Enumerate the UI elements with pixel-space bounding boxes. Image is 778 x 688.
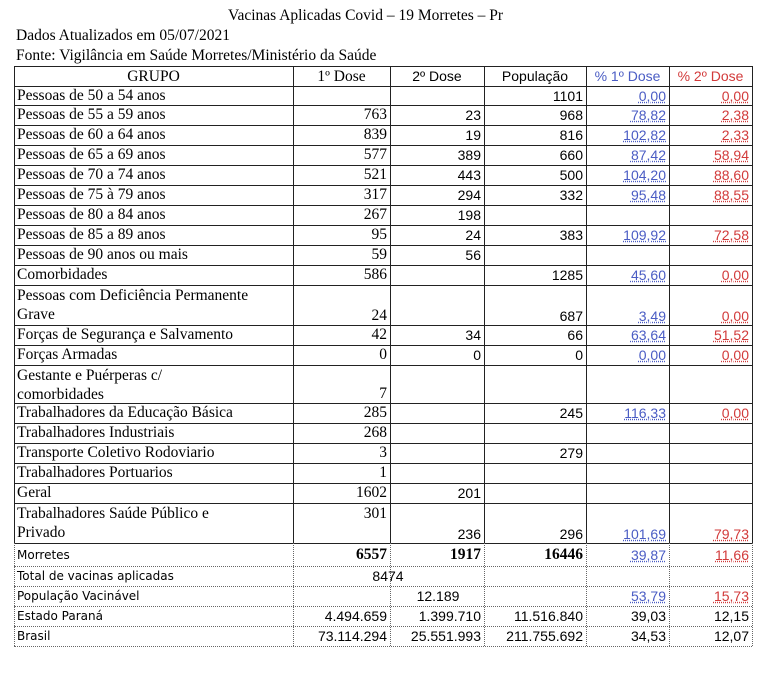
grid-hline [14, 503, 752, 504]
brasil-populacao: 211.755.692 [506, 628, 583, 644]
row-15-grupo: Trabalhadores Industriais [17, 424, 175, 441]
row-14-pct1: 116,33 [624, 405, 666, 421]
row-13-dose1: 7 [379, 385, 387, 402]
update-date: Dados Atualizados em 05/07/2021 [16, 27, 230, 44]
row-14-grupo: Trabalhadores da Educação Básica [17, 404, 233, 421]
morretes-pct1: 39,87 [630, 547, 666, 563]
row-13-grupo-line2: comorbidades [17, 386, 104, 403]
row-2-dose2: 19 [465, 127, 481, 143]
row-2-populacao: 816 [559, 127, 583, 143]
row-19-pct1: 101,69 [623, 526, 666, 542]
row-11-grupo: Forças de Segurança e Salvamento [17, 326, 234, 343]
row-11-dose1: 42 [371, 326, 387, 343]
row-4-pct1: 104,20 [623, 167, 666, 183]
row-5-populacao: 332 [559, 187, 583, 203]
row-7-dose1: 95 [371, 226, 387, 243]
row-6-dose1: 267 [363, 206, 387, 223]
row-5-dose2: 294 [457, 187, 481, 203]
row-15-dose1: 268 [363, 424, 387, 441]
row-12-dose1: 0 [379, 346, 387, 363]
row-9-pct2: 0,00 [721, 267, 749, 283]
row-1-pct2: 2,38 [721, 107, 749, 123]
grid-hline [14, 566, 752, 567]
row-6-dose2: 198 [457, 207, 481, 223]
row-14-populacao: 245 [559, 405, 583, 421]
morretes-dose2: 1917 [450, 546, 481, 563]
sheet-title: Vacinas Aplicadas Covid – 19 Morretes – Pr [228, 7, 504, 24]
row-4-pct2: 88,60 [713, 167, 749, 183]
brasil-label: Brasil [17, 629, 51, 643]
row-10-dose1: 24 [371, 307, 387, 324]
row-19-pct2: 79,73 [713, 526, 749, 542]
row-0-populacao: 1101 [552, 88, 583, 104]
row-0-grupo: Pessoas de 50 a 54 anos [17, 87, 166, 104]
row-3-dose1: 577 [363, 146, 387, 163]
row-7-dose2: 24 [465, 227, 481, 243]
grid-vline [14, 66, 15, 543]
row-0-pct1: 0,00 [638, 88, 666, 104]
row-4-populacao: 500 [559, 167, 583, 183]
row-3-dose2: 389 [457, 147, 481, 163]
row-11-pct2: 51,52 [713, 327, 749, 343]
row-3-grupo: Pessoas de 65 a 69 anos [17, 146, 166, 163]
row-3-pct1: 87,42 [630, 147, 666, 163]
row-8-grupo: Pessoas de 90 anos ou mais [17, 246, 188, 263]
row-11-populacao: 66 [567, 327, 583, 343]
row-6-grupo: Pessoas de 80 a 84 anos [17, 206, 166, 223]
parana-pct2: 12,15 [713, 608, 749, 624]
row-19-dose1: 301 [363, 505, 387, 522]
row-19-dose2: 236 [457, 526, 481, 542]
row-11-pct1: 63,64 [630, 327, 666, 343]
vacinavel-value: 12.189 [416, 588, 460, 604]
row-2-grupo: Pessoas de 60 a 64 anos [17, 126, 166, 143]
row-17-dose1: 1 [379, 464, 387, 481]
row-8-dose2: 56 [465, 247, 481, 263]
vacinavel-pct1: 53,79 [630, 588, 666, 604]
header-pct1: % 1º Dose [594, 68, 661, 84]
header-pct2: % 2º Dose [677, 68, 744, 84]
parana-populacao: 11.516.840 [513, 608, 583, 624]
row-7-populacao: 383 [559, 227, 583, 243]
row-1-dose2: 23 [465, 107, 481, 123]
row-10-pct2: 0,00 [721, 308, 749, 324]
header-dose1: 1º Dose [317, 68, 366, 85]
data-source: Fonte: Vigilância em Saúde Morretes/Ministério da Saúde [16, 47, 377, 64]
morretes-label: Morretes [17, 548, 70, 562]
morretes-dose1: 6557 [356, 546, 387, 563]
row-4-grupo: Pessoas de 70 a 74 anos [17, 166, 166, 183]
row-12-pct2: 0,00 [721, 347, 749, 363]
row-5-pct1: 95,48 [630, 187, 666, 203]
morretes-populacao: 16446 [544, 546, 583, 563]
header-dose2: 2º Dose [412, 68, 462, 84]
row-4-dose1: 521 [363, 166, 387, 183]
row-12-pct1: 0,00 [638, 347, 666, 363]
total-value: 8474 [372, 568, 404, 584]
row-12-dose2: 0 [473, 347, 481, 363]
grid-hline [14, 646, 752, 647]
row-17-grupo: Trabalhadores Portuarios [17, 464, 173, 481]
row-19-populacao: 296 [559, 526, 583, 542]
grid-hline [14, 543, 752, 544]
row-14-pct2: 0,00 [721, 405, 749, 421]
row-7-pct1: 109,92 [623, 227, 666, 243]
grid-hline [14, 365, 752, 366]
row-9-dose1: 586 [363, 266, 387, 283]
row-2-pct1: 102,82 [623, 127, 666, 143]
row-1-grupo: Pessoas de 55 a 59 anos [17, 106, 166, 123]
parana-dose2: 1.399.710 [418, 608, 481, 624]
row-7-grupo: Pessoas de 85 a 89 anos [17, 226, 166, 243]
grid-hline [14, 606, 752, 607]
row-1-populacao: 968 [559, 107, 583, 123]
grid-hline [14, 285, 752, 286]
total-label: Total de vacinas aplicadas [17, 569, 174, 583]
row-18-dose1: 1602 [356, 484, 387, 501]
row-12-populacao: 0 [575, 347, 583, 363]
parana-pct1: 39,03 [630, 608, 666, 624]
row-1-pct1: 78,82 [630, 107, 666, 123]
row-3-populacao: 660 [559, 147, 583, 163]
row-9-populacao: 1285 [551, 267, 583, 283]
grid-hline [14, 66, 752, 67]
parana-dose1: 4.494.659 [324, 608, 387, 624]
row-12-grupo: Forças Armadas [17, 346, 118, 363]
row-18-dose2: 201 [457, 485, 481, 501]
vacinavel-pct2: 15,73 [713, 588, 749, 604]
row-16-dose1: 3 [379, 444, 387, 461]
row-16-grupo: Transporte Coletivo Rodoviario [17, 444, 215, 461]
row-18-grupo: Geral [17, 484, 52, 501]
row-0-pct2: 0,00 [721, 88, 749, 104]
header-populacao: População [501, 68, 569, 84]
row-7-pct2: 72,58 [713, 227, 749, 243]
grid-hline [14, 586, 752, 587]
row-9-pct1: 45,60 [630, 267, 666, 283]
vacinavel-label: População Vacinável [17, 589, 140, 603]
grid-vline [14, 543, 15, 646]
row-5-pct2: 88,55 [713, 187, 749, 203]
header-grupo: GRUPO [127, 68, 180, 85]
brasil-dose2: 25.551.993 [410, 628, 481, 644]
row-8-dose1: 59 [371, 246, 387, 263]
grid-vline [752, 66, 753, 543]
brasil-pct1: 34,53 [630, 628, 666, 644]
brasil-dose1: 73.114.294 [317, 628, 387, 644]
row-1-dose1: 763 [363, 106, 387, 123]
row-11-dose2: 34 [465, 327, 481, 343]
row-16-populacao: 279 [559, 445, 583, 461]
grid-hline [14, 626, 752, 627]
row-10-grupo-line2: Grave [17, 306, 55, 323]
row-4-dose2: 443 [457, 167, 481, 183]
row-14-dose1: 285 [363, 404, 387, 421]
row-13-grupo: Gestante e Puérperas c/ [17, 367, 163, 384]
brasil-pct2: 12,07 [713, 628, 749, 644]
morretes-pct2: 11,66 [715, 547, 749, 563]
row-5-grupo: Pessoas de 75 à 79 anos [17, 186, 166, 203]
row-9-grupo: Comorbidades [17, 266, 108, 283]
parana-label: Estado Paraná [17, 609, 103, 623]
row-2-pct2: 2,33 [721, 127, 749, 143]
row-10-pct1: 3,49 [638, 308, 666, 324]
row-10-populacao: 687 [559, 308, 583, 324]
row-3-pct2: 58,94 [713, 147, 749, 163]
row-10-grupo: Pessoas com Deficiência Permanente [17, 287, 249, 304]
grid-vline [752, 543, 753, 646]
row-19-grupo: Trabalhadores Saúde Público e [17, 505, 209, 522]
row-2-dose1: 839 [363, 126, 387, 143]
row-5-dose1: 317 [363, 186, 387, 203]
row-19-grupo-line2: Privado [17, 524, 66, 541]
